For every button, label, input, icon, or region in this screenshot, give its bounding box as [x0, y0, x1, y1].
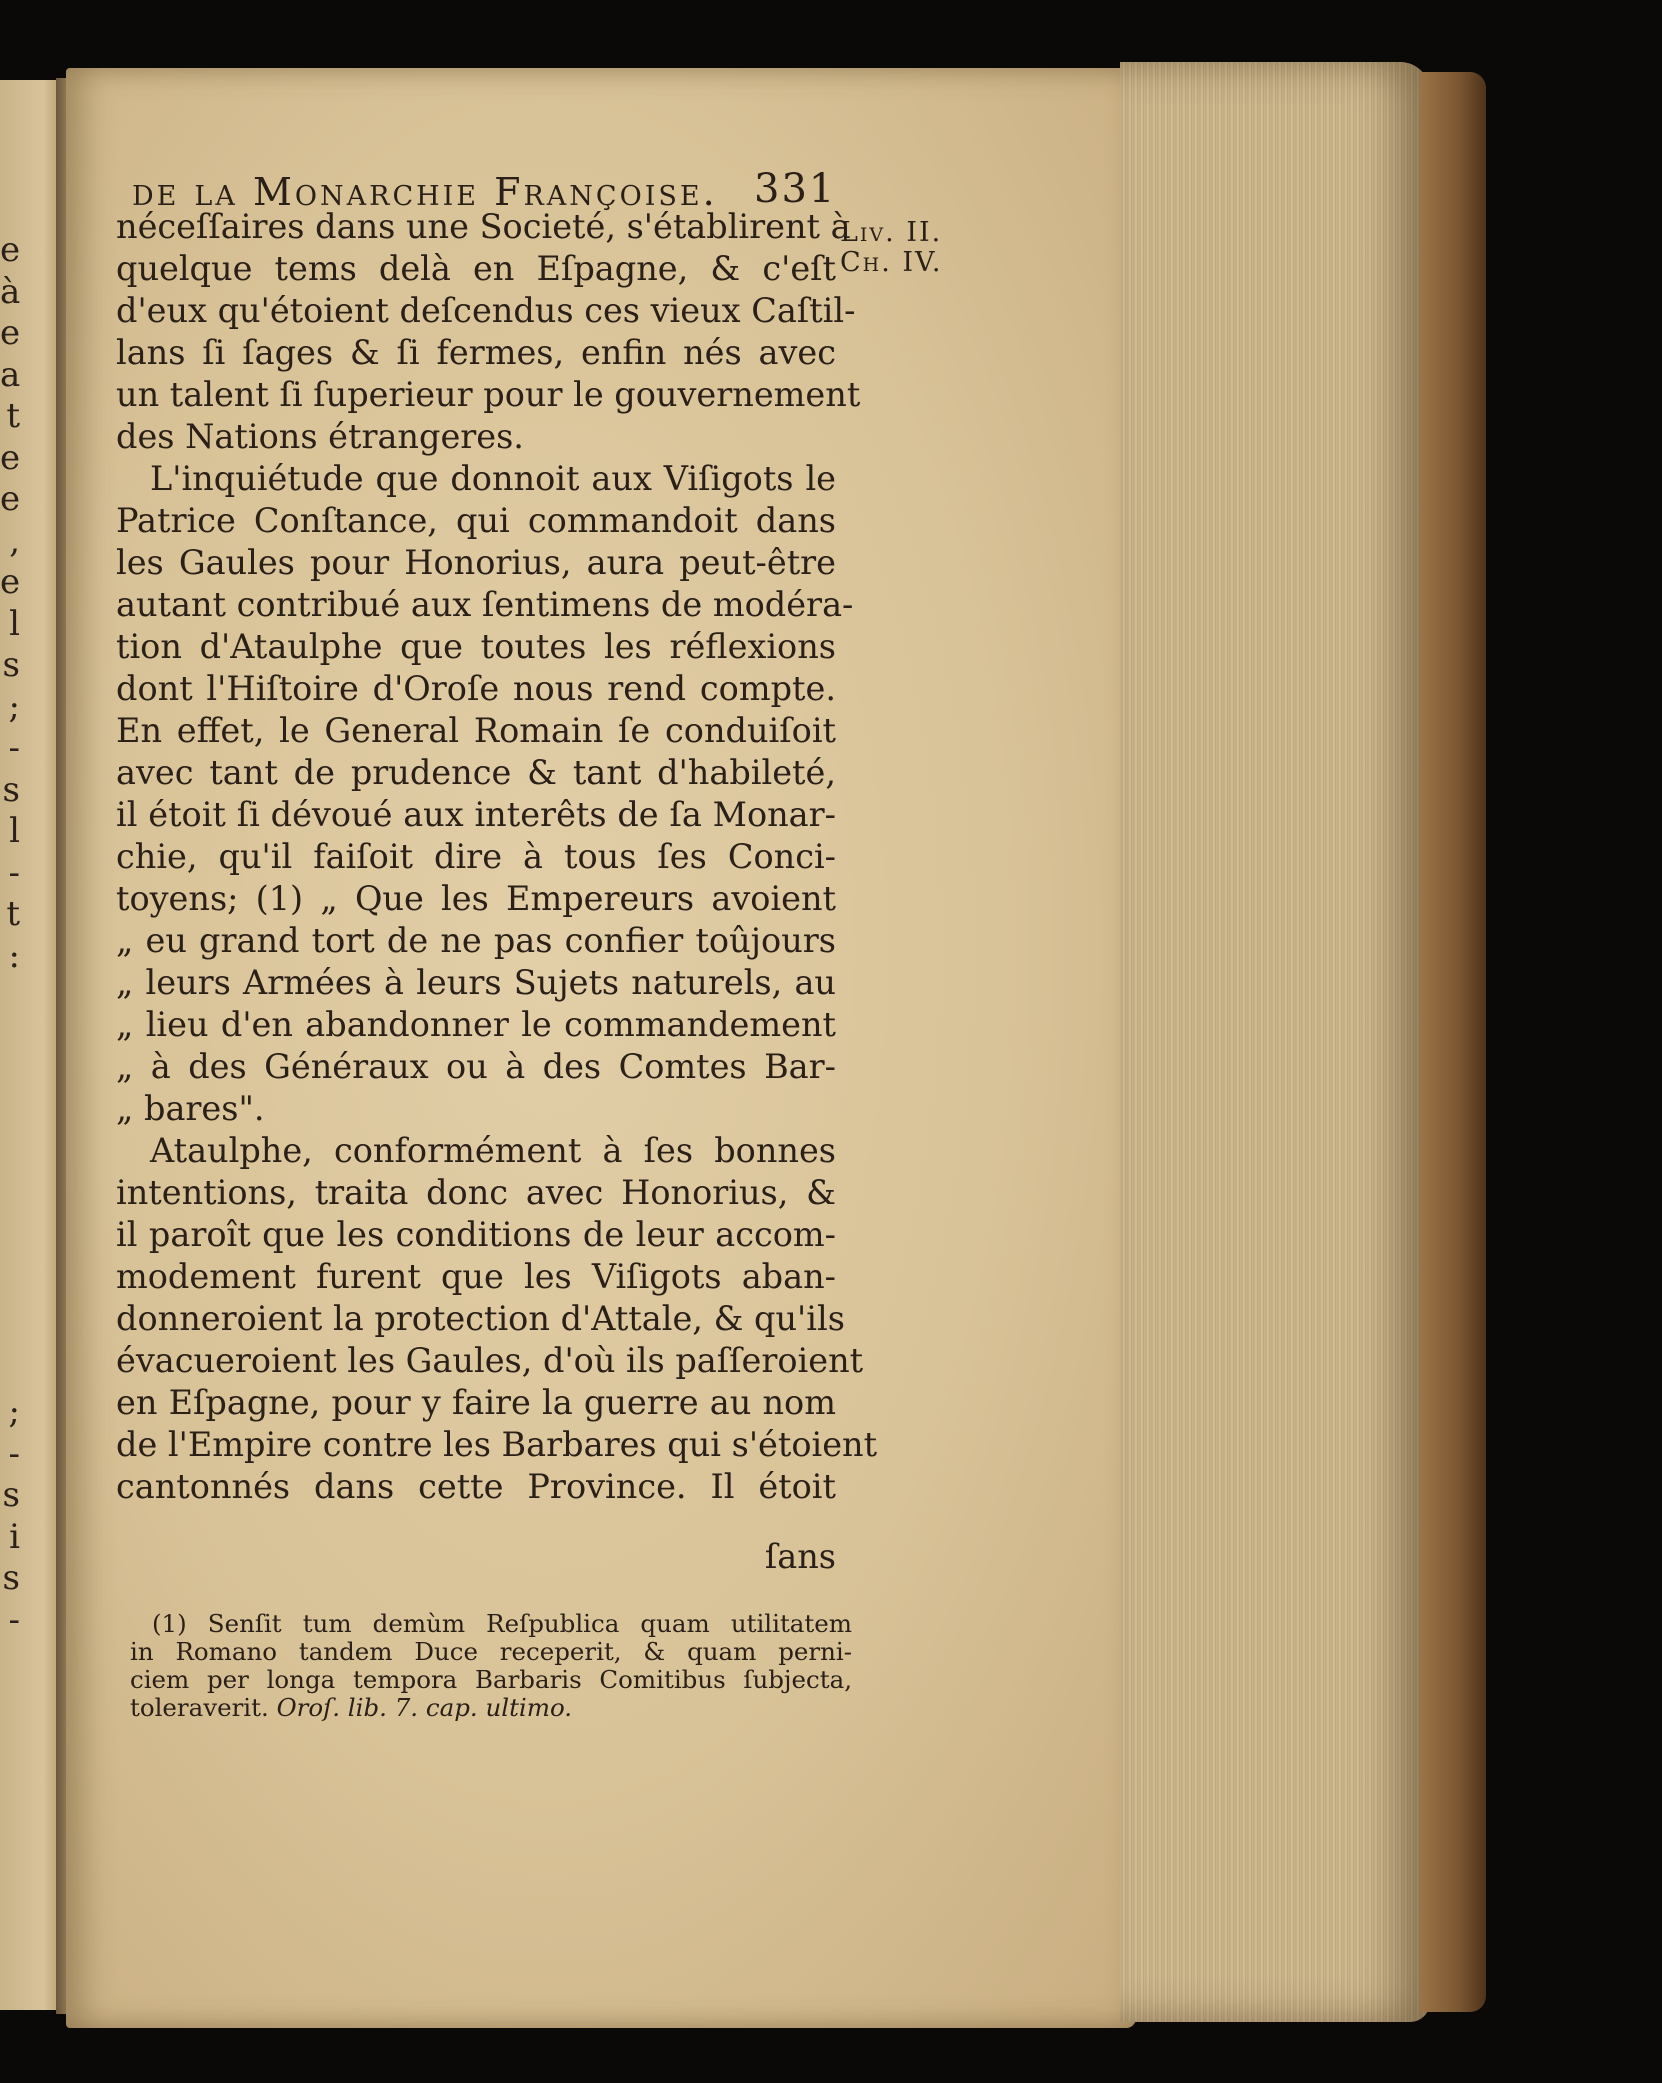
- body-line: „ à des Généraux ou à des Comtes Bar-: [116, 1047, 836, 1086]
- body-line: des Nations étrangeres.: [116, 417, 524, 456]
- running-head: de la Monarchie Françoise.: [132, 170, 718, 214]
- catchword: ſans: [764, 1537, 836, 1576]
- body-line: néceſſaires dans une Societé, s'établirent à: [116, 207, 851, 246]
- footnote-line: [152, 1610, 852, 1638]
- body-line: „ bares".: [116, 1089, 265, 1128]
- footnote-text: ciem per longa tempora Barbaris Comitibus ſubjecta,: [130, 1665, 852, 1694]
- previous-page-mark: s: [2, 1558, 20, 1598]
- previous-page-mark: s: [2, 769, 20, 810]
- body-line: toyens; (1) „ Que les Empereurs avoient: [116, 879, 836, 918]
- body-line: „ leurs Armées à leurs Sujets naturels, au: [116, 963, 836, 1002]
- margin-note: [840, 218, 942, 278]
- body-line: il paroît que les conditions de leur accom-: [116, 1215, 836, 1254]
- previous-page-mark: t: [6, 396, 20, 436]
- body-line: dont l'Hiſtoire d'Oroſe nous rend compte.: [116, 669, 836, 708]
- body-line: donneroient la protection d'Attale, & qu'ils: [116, 1299, 845, 1338]
- previous-page-mark: ,: [9, 520, 20, 561]
- previous-page-mark: t: [6, 894, 20, 934]
- margin-note-book: Liv. II.: [840, 217, 943, 248]
- footnote-text: (1) Senſit tum demùm Reſpublica quam utilitatem: [152, 1609, 852, 1638]
- previous-page-mark: e: [0, 562, 21, 602]
- body-line: quelque tems delà en Eſpagne, & c'eſt: [116, 249, 836, 288]
- previous-page-mark: -: [8, 852, 20, 893]
- body-line: „ eu grand tort de ne pas confier toûjours: [116, 921, 836, 960]
- footnote-line: [130, 1666, 852, 1694]
- body-line: d'eux qu'étoient deſcendus ces vieux Caſtil-: [116, 291, 856, 330]
- previous-page-mark: :: [8, 935, 20, 976]
- previous-page-mark: l: [9, 811, 20, 851]
- body-line: L'inquiétude que donnoit aux Viſigots le: [150, 459, 836, 498]
- body-line: En effet, le General Romain ſe conduiſoit: [116, 711, 836, 750]
- previous-page-mark: ;: [8, 686, 20, 727]
- footnote-citation: Oroſ. lib. 7. cap. ultimo.: [276, 1693, 573, 1722]
- body-line: „ lieu d'en abandonner le commandement: [116, 1005, 836, 1044]
- previous-page-mark: à: [0, 271, 21, 312]
- body-line: évacueroient les Gaules, d'où ils paſſeroient: [116, 1341, 864, 1380]
- previous-page-mark: l: [9, 603, 20, 644]
- body-line: les Gaules pour Honorius, aura peut-être: [116, 543, 836, 582]
- body-line: il étoit ſi dévoué aux interêts de ſa Monar-: [116, 795, 836, 834]
- footnote-line: [130, 1694, 852, 1722]
- previous-page-mark: e: [0, 313, 21, 353]
- body-line: tion d'Ataulphe que toutes les réflexions: [116, 627, 836, 666]
- previous-page-mark: e: [0, 230, 21, 270]
- body-line: en Eſpagne, pour y faire la guerre au nom: [116, 1383, 836, 1422]
- footnote-line: [130, 1638, 852, 1666]
- body-line: lans ſi ſages & ſi fermes, enfin nés avec: [116, 333, 836, 372]
- margin-note-chapter: Ch. IV.: [840, 247, 943, 278]
- previous-page-mark: -: [8, 728, 20, 768]
- footnote-text: in Romano tandem Duce receperit, & quam perni-: [130, 1637, 852, 1666]
- body-line: Ataulphe, conformément à ſes bonnes: [150, 1131, 836, 1170]
- body-line: cantonnés dans cette Province. Il étoit: [116, 1467, 836, 1506]
- body-line: Patrice Conſtance, qui commandoit dans: [116, 501, 836, 540]
- previous-page-mark: e: [0, 479, 21, 519]
- body-line: un talent ſi ſuperieur pour le gouvernement: [116, 375, 861, 414]
- previous-page-mark: -: [8, 1599, 20, 1640]
- previous-page-mark: -: [8, 1433, 20, 1474]
- body-line: modement furent que les Viſigots aban-: [116, 1257, 836, 1296]
- body-line: de l'Empire contre les Barbares qui s'étoient: [116, 1425, 878, 1464]
- body-line: intentions, traita donc avec Honorius, &: [116, 1173, 836, 1212]
- body-line: chie, qu'il faiſoit dire à tous ſes Conci-: [116, 837, 836, 876]
- previous-page-mark: e: [0, 437, 21, 478]
- page-number: 331: [754, 166, 837, 212]
- previous-page-mark: s: [2, 645, 20, 685]
- body-line: avec tant de prudence & tant d'habileté,: [116, 753, 836, 792]
- previous-page-mark: a: [0, 354, 21, 395]
- previous-page-mark: s: [2, 1475, 20, 1515]
- body-line: autant contribué aux ſentimens de modéra-: [116, 585, 854, 624]
- previous-page-mark: ;: [8, 1392, 20, 1432]
- footnote-text: toleraverit.: [130, 1693, 269, 1722]
- previous-page-mark: i: [9, 1516, 20, 1557]
